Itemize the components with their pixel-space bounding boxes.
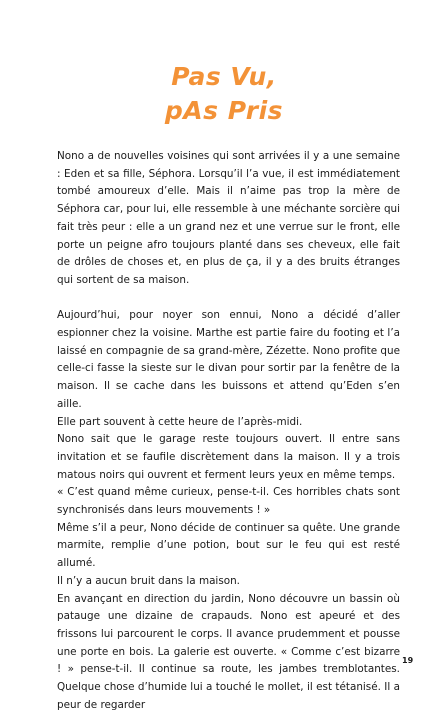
paragraph: Aujourd’hui, pour noyer son ennui, Nono a décidé d’aller espionner chez la voisine. Marthe est partie faire du footing et l’a laissé en compagnie de sa grand-mère, Zézette. Nono profite que celle-ci fasse la sieste sur le divan pour sortir par la fenêtre de la maison. Il se cache dans les buissons et attend qu’Eden s’en aille. — [57, 309, 400, 410]
chapter-title-line-1: Pas Vu, — [171, 62, 277, 91]
chapter-title — [0, 60, 448, 128]
chapter-title-line-2: pAs Pris — [164, 96, 284, 125]
paragraph: Nono a de nouvelles voisines qui sont arrivées il y a une semaine : Eden et sa fille, Séphora. Lorsqu’il l’a vue, il est immédiatement tombé amoureux d’elle. Mais il n’aime pas trop la mère de Séphora car, pour lui, elle ressemble à une méchante sorcière qui fait très peur : elle a un grand nez et une verrue sur le front, elle porte un peigne afro toujours planté dans ses cheveux, elle fait de drôles de choses et, en plus de ça, il y a des bruits étranges qui sortent de sa maison. — [57, 150, 401, 286]
paragraph: Nono sait que le garage reste toujours ouvert. Il entre sans invitation et se faufile discrètement dans la maison. Il y a trois matous noirs qui ouvrent et ferment leurs yeux en même temps. — [57, 433, 400, 481]
page-number: 19 — [402, 656, 414, 665]
paragraph: Il n’y a aucun bruit dans la maison. — [57, 574, 240, 587]
paragraph: « C’est quand même curieux, pense-t-il. Ces horribles chats sont synchronisés dans leurs mouvements ! » — [57, 486, 400, 517]
paragraph: Elle part souvent à cette heure de l’après-midi. — [57, 415, 303, 428]
paragraph: En avançant en direction du jardin, Nono découvre un bassin où patauge une dizaine de crapauds. Nono est apeuré et des frissons lui parcourent le corps. Il avance prudemment et pousse une porte en bois. La galerie est ouverte. « Comme c’est bizarre ! » pense-t-il. Il continue sa route, les jambes tremblotantes. Quelque chose d’humide lui a touché le mollet, il est tétanisé. Il a peur de regarder — [57, 592, 400, 711]
story-text — [57, 148, 400, 714]
paragraph: Même s’il a peur, Nono décide de continuer sa quête. Une grande marmite, remplie d’une potion, bout sur le feu qui est resté allumé. — [57, 521, 400, 570]
